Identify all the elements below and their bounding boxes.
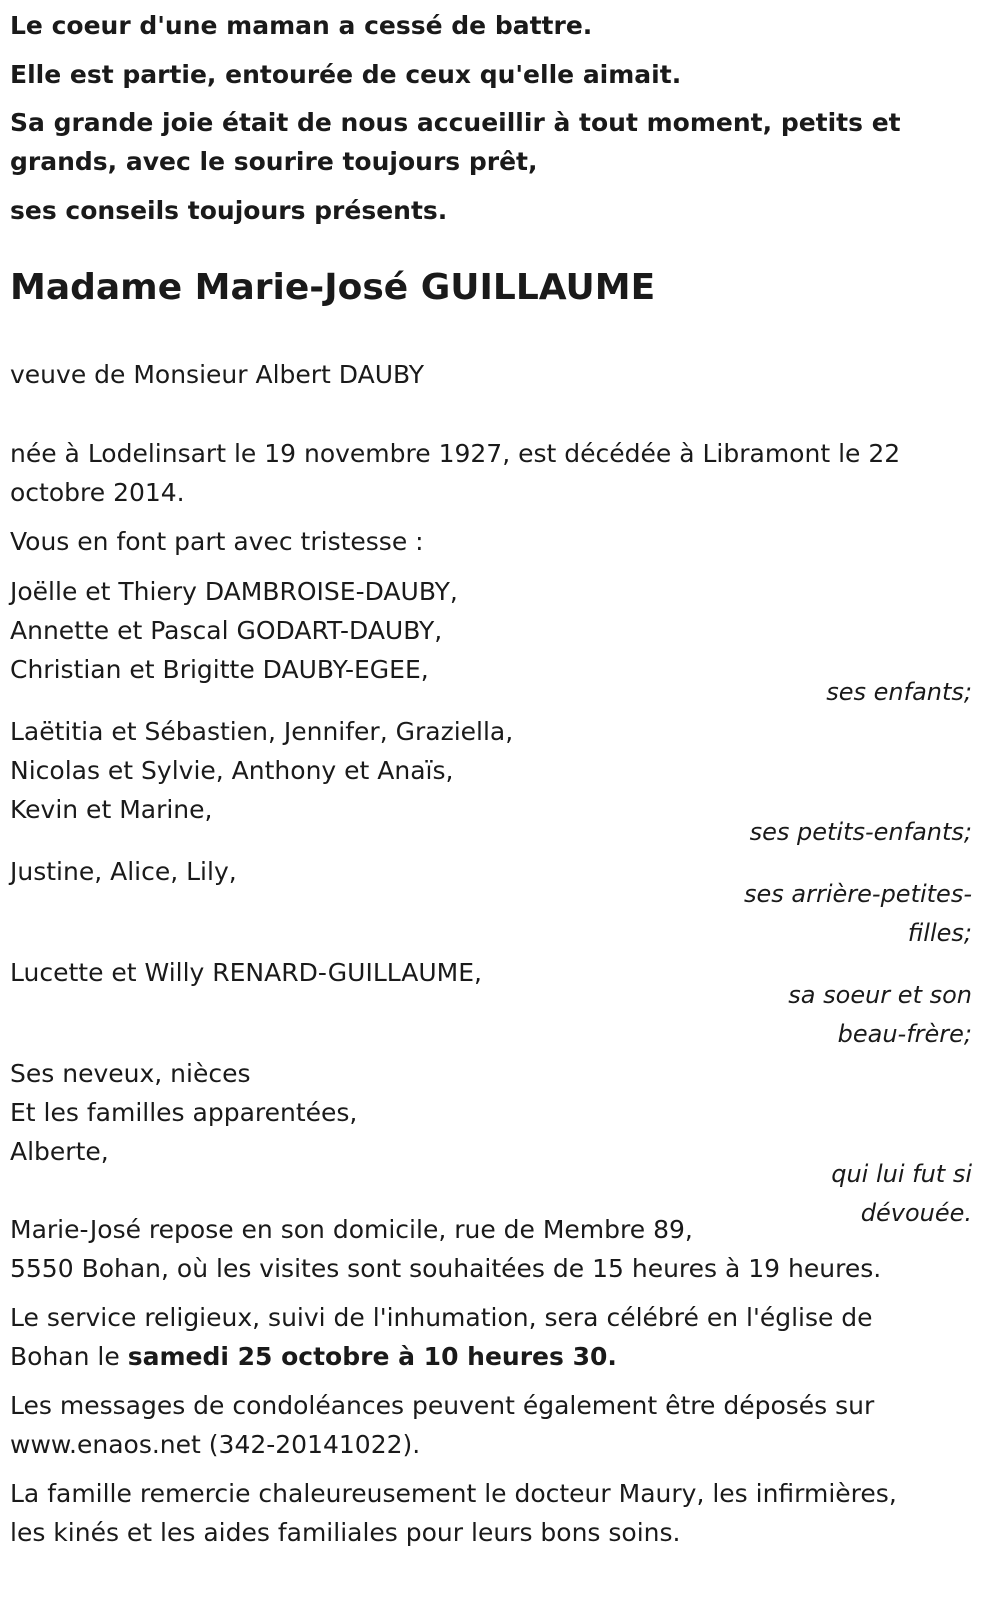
intro-line-1: Le coeur d'une maman a cessé de battre. [10, 11, 593, 40]
role-sister-a: sa soeur et son [788, 981, 972, 1009]
intro-line-2: Elle est partie, entourée de ceux qu'elle aimait. [10, 60, 682, 89]
role-grandchildren: ses petits-enfants; [749, 818, 972, 846]
intro-line-3b: grands, avec le sourire toujours prêt, [10, 147, 538, 176]
role-great-grandchildren-b: filles; [907, 919, 972, 947]
intro-line-3a: Sa grande joie était de nous accueillir à tout moment, petits et [10, 108, 901, 137]
family-line: Joëlle et Thiery DAMBROISE-DAUBY, [10, 577, 458, 606]
family-line: Kevin et Marine, [10, 795, 213, 824]
family-line: Alberte, [10, 1137, 109, 1166]
thanks-line-a: La famille remercie chaleureusement le docteur Maury, les infirmières, [10, 1479, 897, 1508]
service-line-a: Le service religieux, suivi de l'inhumation, sera célébré en l'église de [10, 1303, 873, 1332]
birth-death-line-a: née à Lodelinsart le 19 novembre 1927, est décédée à Libramont le 22 [10, 439, 901, 468]
announce-text: Vous en font part avec tristesse : [10, 527, 424, 556]
role-others-b: dévouée. [860, 1199, 972, 1227]
role-great-grandchildren-a: ses arrière-petites- [744, 880, 972, 908]
service-line-b [10, 1337, 970, 1376]
service-prefix: Bohan le [10, 1342, 128, 1371]
family-line: Nicolas et Sylvie, Anthony et Anaïs, [10, 756, 454, 785]
thanks-line-b: les kinés et les aides familiales pour leurs bons soins. [10, 1518, 681, 1547]
role-sister-b: beau-frère; [837, 1020, 972, 1048]
family-line: Justine, Alice, Lily, [10, 857, 237, 886]
family-line: Laëtitia et Sébastien, Jennifer, Graziella, [10, 717, 514, 746]
family-line: Annette et Pascal GODART-DAUBY, [10, 616, 443, 645]
visitation-line-b: 5550 Bohan, où les visites sont souhaitées de 15 heures à 19 heures. [10, 1254, 882, 1283]
birth-death-line-b: octobre 2014. [10, 478, 185, 507]
service-datetime: samedi 25 octobre à 10 heures 30. [127, 1342, 617, 1371]
widow-of: veuve de Monsieur Albert DAUBY [10, 360, 425, 389]
role-children: ses enfants; [826, 678, 972, 706]
family-line: Et les familles apparentées, [10, 1098, 358, 1127]
condolences-line-a: Les messages de condoléances peuvent également être déposés sur [10, 1391, 875, 1420]
role-others-a: qui lui fut si [831, 1160, 972, 1188]
family-line: Christian et Brigitte DAUBY-EGEE, [10, 655, 429, 684]
deceased-name: Madame Marie-José GUILLAUME [10, 267, 656, 308]
condolences-line-b: www.enaos.net (342-20141022). [10, 1430, 421, 1459]
intro-line-4: ses conseils toujours présents. [10, 196, 448, 225]
visitation-line-a: Marie-José repose en son domicile, rue de Membre 89, [10, 1215, 693, 1244]
family-line: Lucette et Willy RENARD-GUILLAUME, [10, 958, 482, 987]
family-line: Ses neveux, nièces [10, 1059, 251, 1088]
